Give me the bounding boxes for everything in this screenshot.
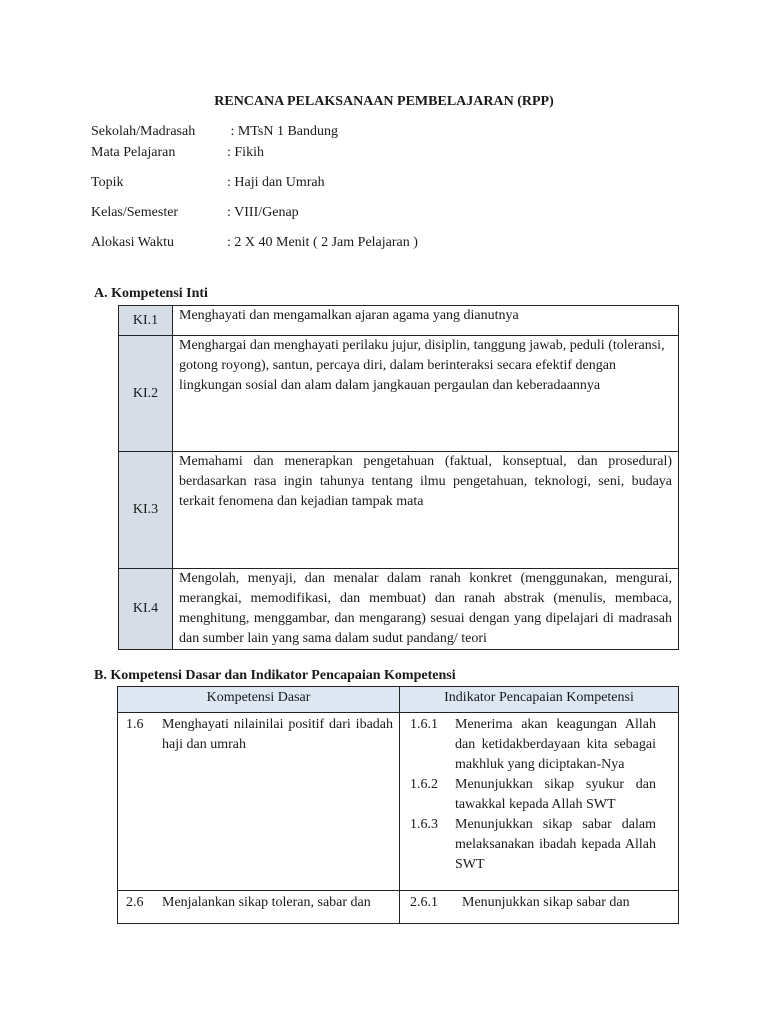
info-value: : Fikih <box>227 145 264 160</box>
table-row <box>118 713 679 891</box>
ki-description: Mengolah, menyaji, dan menalar dalam ranah konkret (menggunakan, mengurai, merangkai, memodifikasi, dan membuat) dan ranah abstrak (menulis, membaca, menghitung, menggambar, dan mengarang) sesuai dengan yang dipelajari di madrasah dan sumber lain yang sama dalam sudut pandang/ teori <box>173 569 679 650</box>
table-row <box>118 891 679 924</box>
info-value: : Haji dan Umrah <box>227 175 325 190</box>
info-label: Alokasi Waktu <box>91 235 174 250</box>
document-title: RENCANA PELAKSANAAN PEMBELAJARAN (RPP) <box>214 94 554 109</box>
info-label: Kelas/Semester <box>91 205 179 220</box>
indicator-text: Menunjukkan sikap sabar dan <box>462 895 630 910</box>
table-row <box>119 306 679 336</box>
indicator-item <box>410 815 656 875</box>
table-row <box>119 569 679 650</box>
column-header-kd: Kompetensi Dasar <box>118 687 400 713</box>
section-heading-kd: B. Kompetensi Dasar dan Indikator Pencapaian Kompetensi <box>94 668 456 683</box>
ipk-cell <box>400 891 679 924</box>
indicator-text: Menunjukkan sikap sabar dalam melaksanakan ibadah kepada Allah SWT <box>455 817 656 872</box>
info-row-class <box>91 205 299 221</box>
indicator-text: Menerima akan keagungan Allah dan ketidakberdayaan kita sebagai makhluk yang diciptakan-Nya <box>455 717 656 772</box>
indicator-number: 1.6.3 <box>410 817 438 832</box>
indicator-item <box>410 715 656 775</box>
info-row-topic <box>91 175 325 191</box>
ki-description: Menghayati dan mengamalkan ajaran agama yang dianutnya <box>173 306 679 336</box>
indicator-number: 1.6.2 <box>410 777 438 792</box>
indicator-number: 1.6.1 <box>410 717 438 732</box>
ki-code: KI.3 <box>119 452 173 569</box>
ki-code: KI.1 <box>119 306 173 336</box>
info-label: Topik <box>91 175 124 190</box>
table-row <box>119 452 679 569</box>
kd-cell <box>118 713 400 891</box>
info-value: : MTsN 1 Bandung <box>227 124 339 139</box>
kd-number: 2.6 <box>126 895 144 910</box>
kd-cell <box>118 891 400 924</box>
info-row-time <box>91 235 418 251</box>
info-row-subject <box>91 145 264 161</box>
kd-number: 1.6 <box>126 717 144 732</box>
kd-text: Menghayati nilainilai positif dari ibadah haji dan umrah <box>162 717 393 752</box>
column-header-ipk: Indikator Pencapaian Kompetensi <box>400 687 679 713</box>
ki-description: Memahami dan menerapkan pengetahuan (faktual, konseptual, dan prosedural) berdasarkan rasa ingin tahunya tentang ilmu pengetahuan, teknologi, seni, budaya terkait fenomena dan kejadian tampak mata <box>173 452 679 569</box>
ipk-cell <box>400 713 679 891</box>
indicator-item <box>410 893 668 913</box>
info-value: : 2 X 40 Menit ( 2 Jam Pelajaran ) <box>227 235 418 250</box>
info-label: Sekolah/Madrasah <box>91 124 196 139</box>
ki-description: Menghargai dan menghayati perilaku jujur, disiplin, tanggung jawab, peduli (toleransi, gotong royong), santun, percaya diri, dalam berinteraksi secara efektif dengan lingkungan sosial dan alam dalam jangkauan pergaulan dan keberadaannya <box>173 336 679 452</box>
info-label: Mata Pelajaran <box>91 145 176 160</box>
info-value: : VIII/Genap <box>227 205 299 220</box>
kd-text: Menjalankan sikap toleran, sabar dan <box>162 895 371 910</box>
kompetensi-inti-table <box>118 305 679 650</box>
info-row-school <box>91 124 338 140</box>
kompetensi-dasar-table <box>117 686 679 924</box>
table-header-row <box>118 687 679 713</box>
section-heading-ki: A. Kompetensi Inti <box>94 286 208 301</box>
indicator-text: Menunjukkan sikap syukur dan tawakkal kepada Allah SWT <box>455 777 656 812</box>
ki-code: KI.2 <box>119 336 173 452</box>
indicator-number: 2.6.1 <box>410 895 438 910</box>
indicator-item <box>410 775 656 815</box>
ki-code: KI.4 <box>119 569 173 650</box>
table-row <box>119 336 679 452</box>
